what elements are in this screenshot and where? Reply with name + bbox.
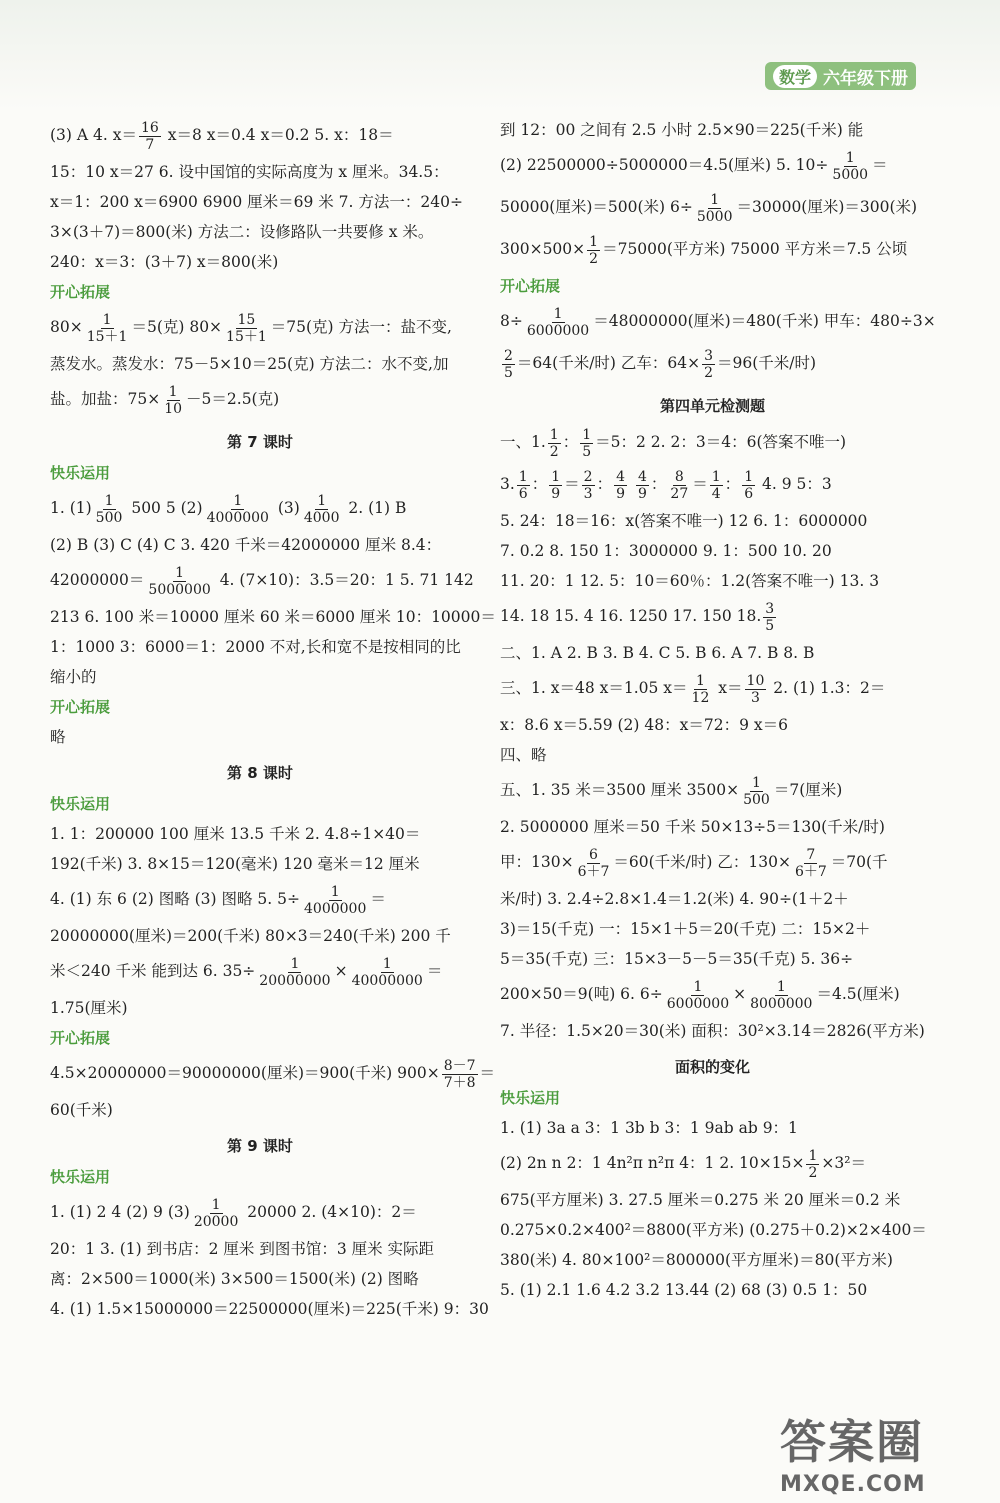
lesson-heading: 第 9 课时 [227, 1137, 293, 1155]
fraction: $\frac{16}{7}$ [140, 119, 159, 153]
answer-line: 1. (1) 3a a 3：1 3b b 3：1 9ab ab 9：1 [500, 1119, 798, 1137]
answer-line: 213 6. 100 米＝10000 厘米 60 米＝6000 厘米 10：10000＝ [50, 608, 496, 626]
answer-line: $\frac{2}{5}$ ＝64(千米/时) 乙车：64× $\frac{3}{2}$ ＝96(千米/时) [504, 347, 817, 381]
answer-line: 五、1. 35 米＝3500 厘米 3500× $\frac{1}{500}$ ＝7(厘米) [500, 774, 843, 808]
section-label: 快乐运用 [50, 795, 111, 813]
answer-line: 5. 24：18＝16：x(答案不唯一) 12 6. 1：6000000 [500, 512, 868, 530]
answer-line: 0.275×0.2×400²＝8800(平方米) (0.275＋0.2)×2×400＝ [500, 1221, 927, 1239]
site-watermark [780, 1406, 980, 1497]
answer-line: 20：1 3. (1) 到书店：2 厘米 到图书馆：3 厘米 实际距 [50, 1240, 435, 1258]
subject-label: 数学 [773, 65, 817, 88]
answer-line: (2) 2n n 2：1 4n²π n²π 4：1 2. 10×15× $\frac{1}{2}$ ×3²＝ [500, 1147, 866, 1181]
answer-line: 60(千米) [50, 1101, 113, 1119]
lesson-heading: 第 7 课时 [227, 433, 293, 451]
answer-line: 1. (1) $\frac{1}{500}$ 500 5 (2) $\frac{1}{4000000}$ (3) $\frac{1}{4000}$ 2. (1) B [50, 492, 407, 526]
subject-badge [765, 62, 916, 90]
answer-line: 二、1. A 2. B 3. B 4. C 5. B 6. A 7. B 8. B [500, 644, 815, 662]
answer-line: 盐。加盐：75× $\frac{1}{10}$ －5＝2.5(克) [50, 383, 280, 417]
answer-line: 5. (1) 2.1 1.6 4.2 3.2 13.44 (2) 68 (3) 0.5 1：50 [500, 1281, 868, 1299]
answer-line: 4.5×20000000＝90000000(厘米)＝900(千米) 900× $\frac{8-7}{7+8}$ ＝ [50, 1057, 496, 1091]
lesson-heading: 第 8 课时 [227, 764, 293, 782]
answer-line: 米/时) 3. 2.4÷2.8×1.4＝1.2(米) 4. 90÷(1＋2＋ [500, 890, 849, 908]
answer-line: 三、1. x＝48 x＝1.05 x＝ $\frac{1}{12}$ x＝ $\frac{10}{3}$ 2. (1) 1.3：2＝ [500, 672, 886, 706]
answer-line: 1.75(厘米) [50, 999, 128, 1017]
answer-line: 略 [50, 728, 66, 746]
section-label: 快乐运用 [50, 1168, 111, 1186]
answer-line: 米＜240 千米 能到达 6. 35÷ $\frac{1}{20000000}$ × $\frac{1}{40000000}$ ＝ [50, 955, 443, 989]
answer-line: 200×50＝9(吨) 6. 6÷ $\frac{1}{6000000}$ × $\frac{1}{8000000}$ ＝4.5(厘米) [500, 978, 900, 1012]
grade-label: 六年级下册 [823, 68, 909, 89]
section-label: 快乐运用 [500, 1089, 561, 1107]
answer-line: 到 12：00 之间有 2.5 小时 2.5×90＝225(千米) 能 [500, 121, 864, 139]
answer-line: 1. 1：200000 100 厘米 13.5 千米 2. 4.8÷1×40＝ [50, 825, 421, 843]
answer-line: 50000(厘米)＝500(米) 6÷ $\frac{1}{5000}$ ＝30000(厘米)＝300(米) [500, 191, 918, 225]
answer-line: 离：2×500＝1000(米) 3×500＝1500(米) (2) 图略 [50, 1270, 419, 1288]
answer-line: 192(千米) 3. 8×15＝120(毫米) 120 毫米＝12 厘米 [50, 855, 420, 873]
answer-line: 四、略 [500, 746, 547, 764]
answer-line: 2. 5000000 厘米＝50 千米 50×13÷5＝130(千米/时) [500, 818, 885, 836]
section-label: 开心拓展 [500, 277, 561, 295]
watermark-logo-text: 答案圈 [780, 1415, 924, 1469]
answer-line: 缩小的 [50, 668, 97, 686]
section-label: 快乐运用 [50, 464, 111, 482]
answer-line: 1：1000 3：6000＝1：2000 不对,长和宽不是按相同的比 [50, 638, 461, 656]
right-column [500, 115, 936, 1305]
answer-line: (2) 22500000÷5000000＝4.5(厘米) 5. 10÷ $\frac{1}{5000}$ ＝ [500, 149, 888, 183]
answer-line: 80× $\frac{1}{15+1}$ ＝5(克) 80× $\frac{15}{15+1}$ ＝75(克) 方法一：盐不变, [50, 311, 452, 345]
answer-line: x＝1：200 x＝6900 6900 厘米＝69 米 7. 方法一：240÷ [50, 193, 463, 211]
answer-line: 20000000(厘米)＝200(千米) 80×3＝240(千米) 200 千 [50, 927, 451, 945]
header-band [0, 0, 1000, 110]
unit-test-heading: 第四单元检测题 [659, 397, 765, 415]
lesson-heading: 面积的变化 [674, 1058, 750, 1076]
section-label: 开心拓展 [50, 698, 111, 716]
answer-line: 675(平方厘米) 3. 27.5 厘米＝0.275 米 20 厘米＝0.2 米 [500, 1191, 901, 1209]
answer-line: 15：10 x＝27 6. 设中国馆的实际高度为 x 厘米。34.5： [50, 163, 449, 181]
answer-line: 11. 20：1 12. 5：10＝60％：1.2(答案不唯一) 13. 3 [500, 572, 880, 590]
answer-line: 8÷ $\frac{1}{6000000}$ ＝48000000(厘米)＝480(千米) 甲车：480÷3× [500, 305, 936, 339]
answer-line: (2) B (3) C (4) C 3. 420 千米＝42000000 厘米 8.4： [50, 536, 442, 554]
answer-line: 甲：130× $\frac{6}{6+7}$ ＝60(千米/时) 乙：130× $\frac{7}{6+7}$ ＝70(千 [500, 846, 888, 880]
answer-line: x：8.6 x＝5.59 (2) 48：x＝72：9 x＝6 [500, 716, 788, 734]
answer-line: 42000000＝ $\frac{1}{5000000}$ 4. (7×10)：3.5＝20：1 5. 71 142 [50, 564, 474, 598]
answer-line: 3. $\frac{1}{6}$ ： $\frac{1}{9}$ ＝ $\frac{2}{3}$ ： $\frac{4}{9}$ $\frac{4}{9}$ ： $\frac{8}{27}$ ＝ $\frac{1}{4}$ ： $\frac{1}{6}$ 4. 9 5：3 [500, 468, 832, 502]
answer-line: 5＝35(千克) 三：15×3－5－5＝35(千克) 5. 36÷ [500, 950, 854, 968]
answer-line: 300×500× $\frac{1}{2}$ ＝75000(平方米) 75000 平方米＝7.5 公顷 [500, 233, 908, 267]
answer-line: 蒸发水。蒸发水：75－5×10＝25(克) 方法二：水不变,加 [50, 355, 449, 373]
answer-line: 一、1. $\frac{1}{2}$ ： $\frac{1}{5}$ ＝5：2 2. 2：3＝4：6(答案不唯一) [500, 426, 847, 460]
left-column [50, 115, 496, 1324]
section-label: 开心拓展 [50, 1029, 111, 1047]
answer-line: 380(米) 4. 80×100²＝800000(平方厘米)＝80(平方米) [500, 1251, 893, 1269]
answer-line: 4. (1) 1.5×15000000＝22500000(厘米)＝225(千米) 9：30 [50, 1300, 489, 1318]
answer-line: 1. (1) 2 4 (2) 9 (3) $\frac{1}{20000}$ 20000 2. (4×10)：2＝ [50, 1196, 417, 1230]
answer-line: 14. 18 15. 4 16. 1250 17. 150 18. $\frac{3}{5}$ [500, 600, 775, 634]
section-label: 开心拓展 [50, 283, 111, 301]
answer-line: 7. 半径：1.5×20＝30(米) 面积：30²×3.14＝2826(平方米) [500, 1022, 925, 1040]
watermark-url: MXQE.COM [780, 1472, 926, 1497]
answer-line: 4. (1) 东 6 (2) 图略 (3) 图略 5. 5÷ $\frac{1}{4000000}$ ＝ [50, 883, 386, 917]
answer-line: (3) A 4. x＝ $\frac{16}{7}$ x＝8 x＝0.4 x＝0.2 5. x：18＝ [50, 119, 394, 153]
answer-line: 3)＝15(千克) 一：15×1＋5＝20(千克) 二：15×2＋ [500, 920, 871, 938]
answer-line: 3×(3＋7)＝800(米) 方法二：设修路队一共要修 x 米。 [50, 223, 434, 241]
answer-line: 240：x＝3：(3＋7) x＝800(米) [50, 253, 279, 271]
answer-line: 7. 0.2 8. 150 1：3000000 9. 1：500 10. 20 [500, 542, 832, 560]
